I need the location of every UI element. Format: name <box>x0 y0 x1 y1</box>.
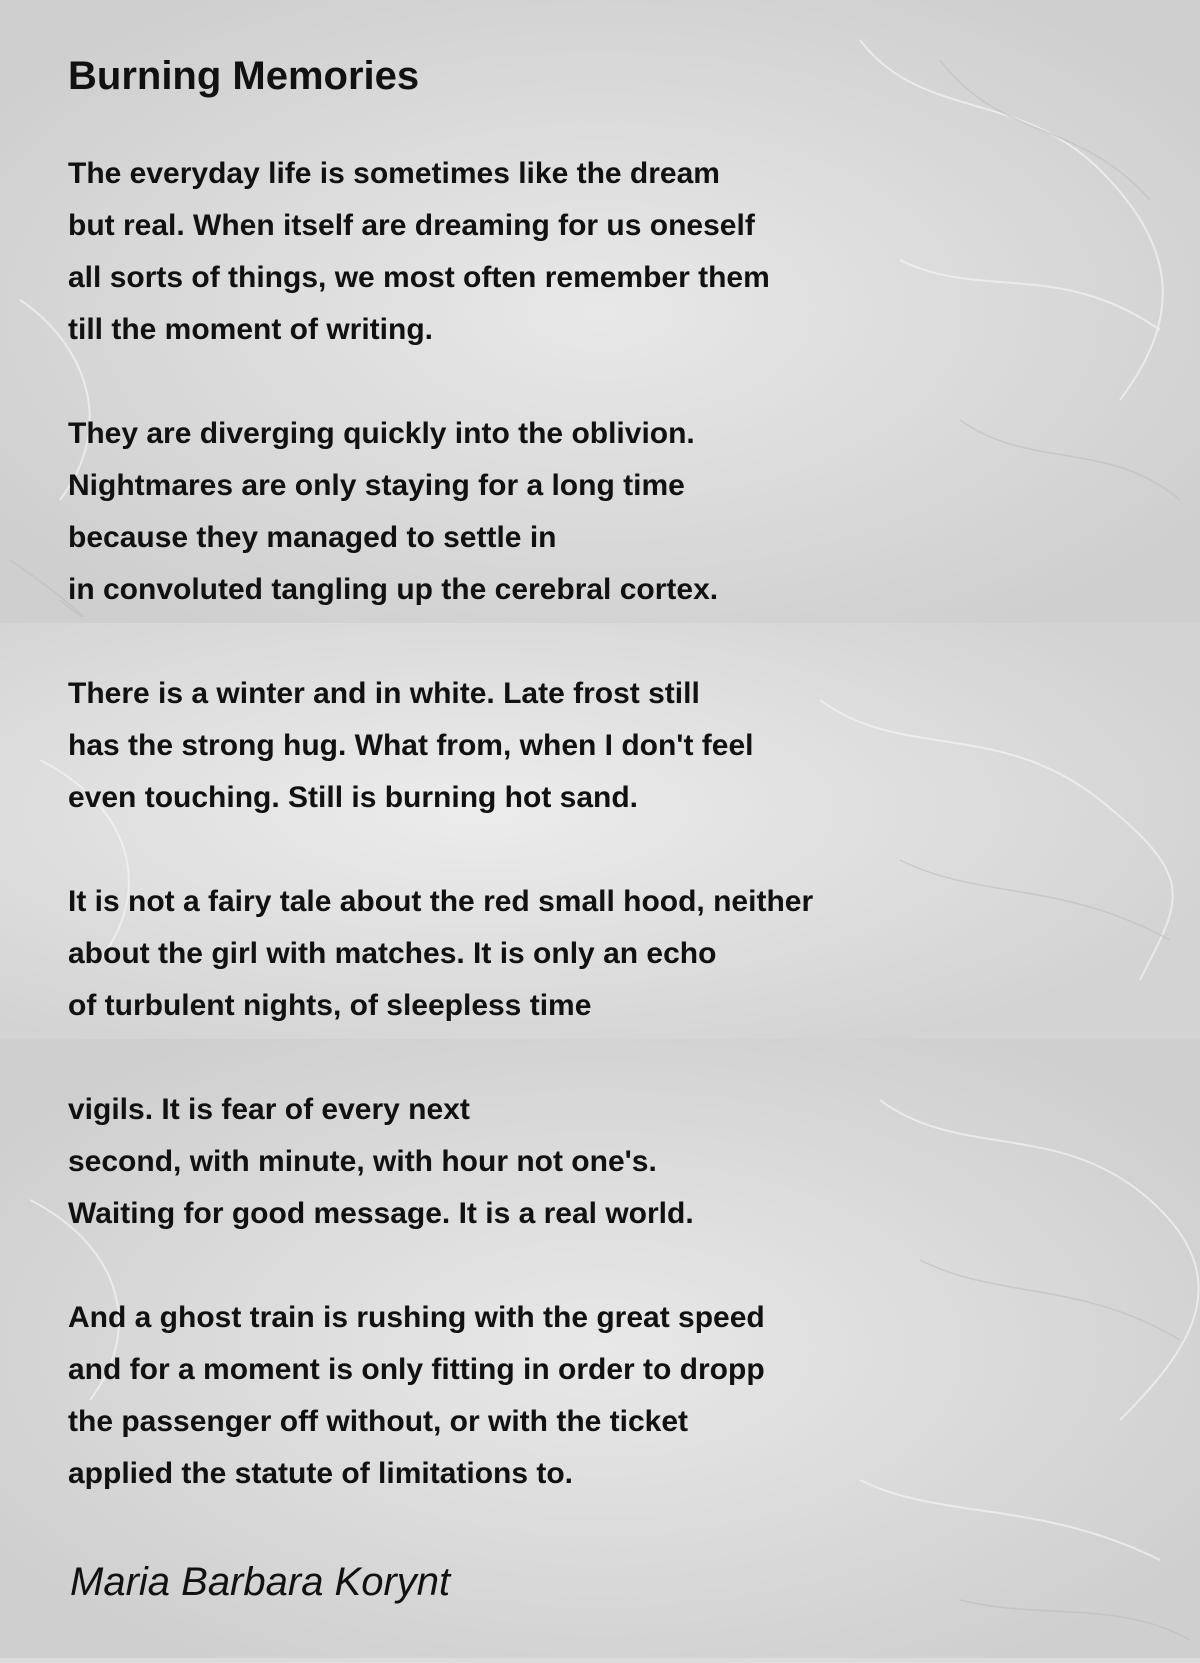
poem-line: about the girl with matches. It is only an echo <box>68 937 717 970</box>
author-name: Maria Barbara Korynt <box>70 1560 451 1604</box>
poem-line: the passenger off without, or with the ticket <box>68 1405 689 1438</box>
poem-line: and for a moment is only fitting in order to dropp <box>68 1353 765 1386</box>
poem-line: vigils. It is fear of every next <box>68 1093 470 1126</box>
poem-line: It is not a fairy tale about the red small hood, neither <box>68 885 814 918</box>
stanza-4 <box>68 876 813 1032</box>
poem-line: Nightmares are only staying for a long time <box>68 469 685 502</box>
stanza-6 <box>68 1292 765 1500</box>
poem-line: They are diverging quickly into the oblivion. <box>68 417 695 450</box>
stanza-2 <box>68 408 718 616</box>
poem-line: because they managed to settle in <box>68 521 557 554</box>
stanza-1 <box>68 148 770 356</box>
poem-title: Burning Memories <box>68 54 420 98</box>
poem-line: all sorts of things, we most often remember them <box>68 261 770 294</box>
poem-line: in convoluted tangling up the cerebral cortex. <box>68 573 719 606</box>
stanza-5 <box>68 1084 694 1240</box>
poem-line: There is a winter and in white. Late frost still <box>68 677 700 710</box>
poem-line: even touching. Still is burning hot sand. <box>68 781 639 814</box>
poem-line: second, with minute, with hour not one's. <box>68 1145 657 1178</box>
poem-line: The everyday life is sometimes like the dream <box>68 157 720 190</box>
poem-line: of turbulent nights, of sleepless time <box>68 989 592 1022</box>
poem-line: till the moment of writing. <box>68 313 433 346</box>
stanza-3 <box>68 668 753 824</box>
poem-line: And a ghost train is rushing with the great speed <box>68 1301 765 1334</box>
poem-line: but real. When itself are dreaming for us oneself <box>68 209 755 242</box>
poem-line: applied the statute of limitations to. <box>68 1457 574 1490</box>
poem-line: has the strong hug. What from, when I don't feel <box>68 729 754 762</box>
poem-line: Waiting for good message. It is a real world. <box>68 1197 694 1230</box>
